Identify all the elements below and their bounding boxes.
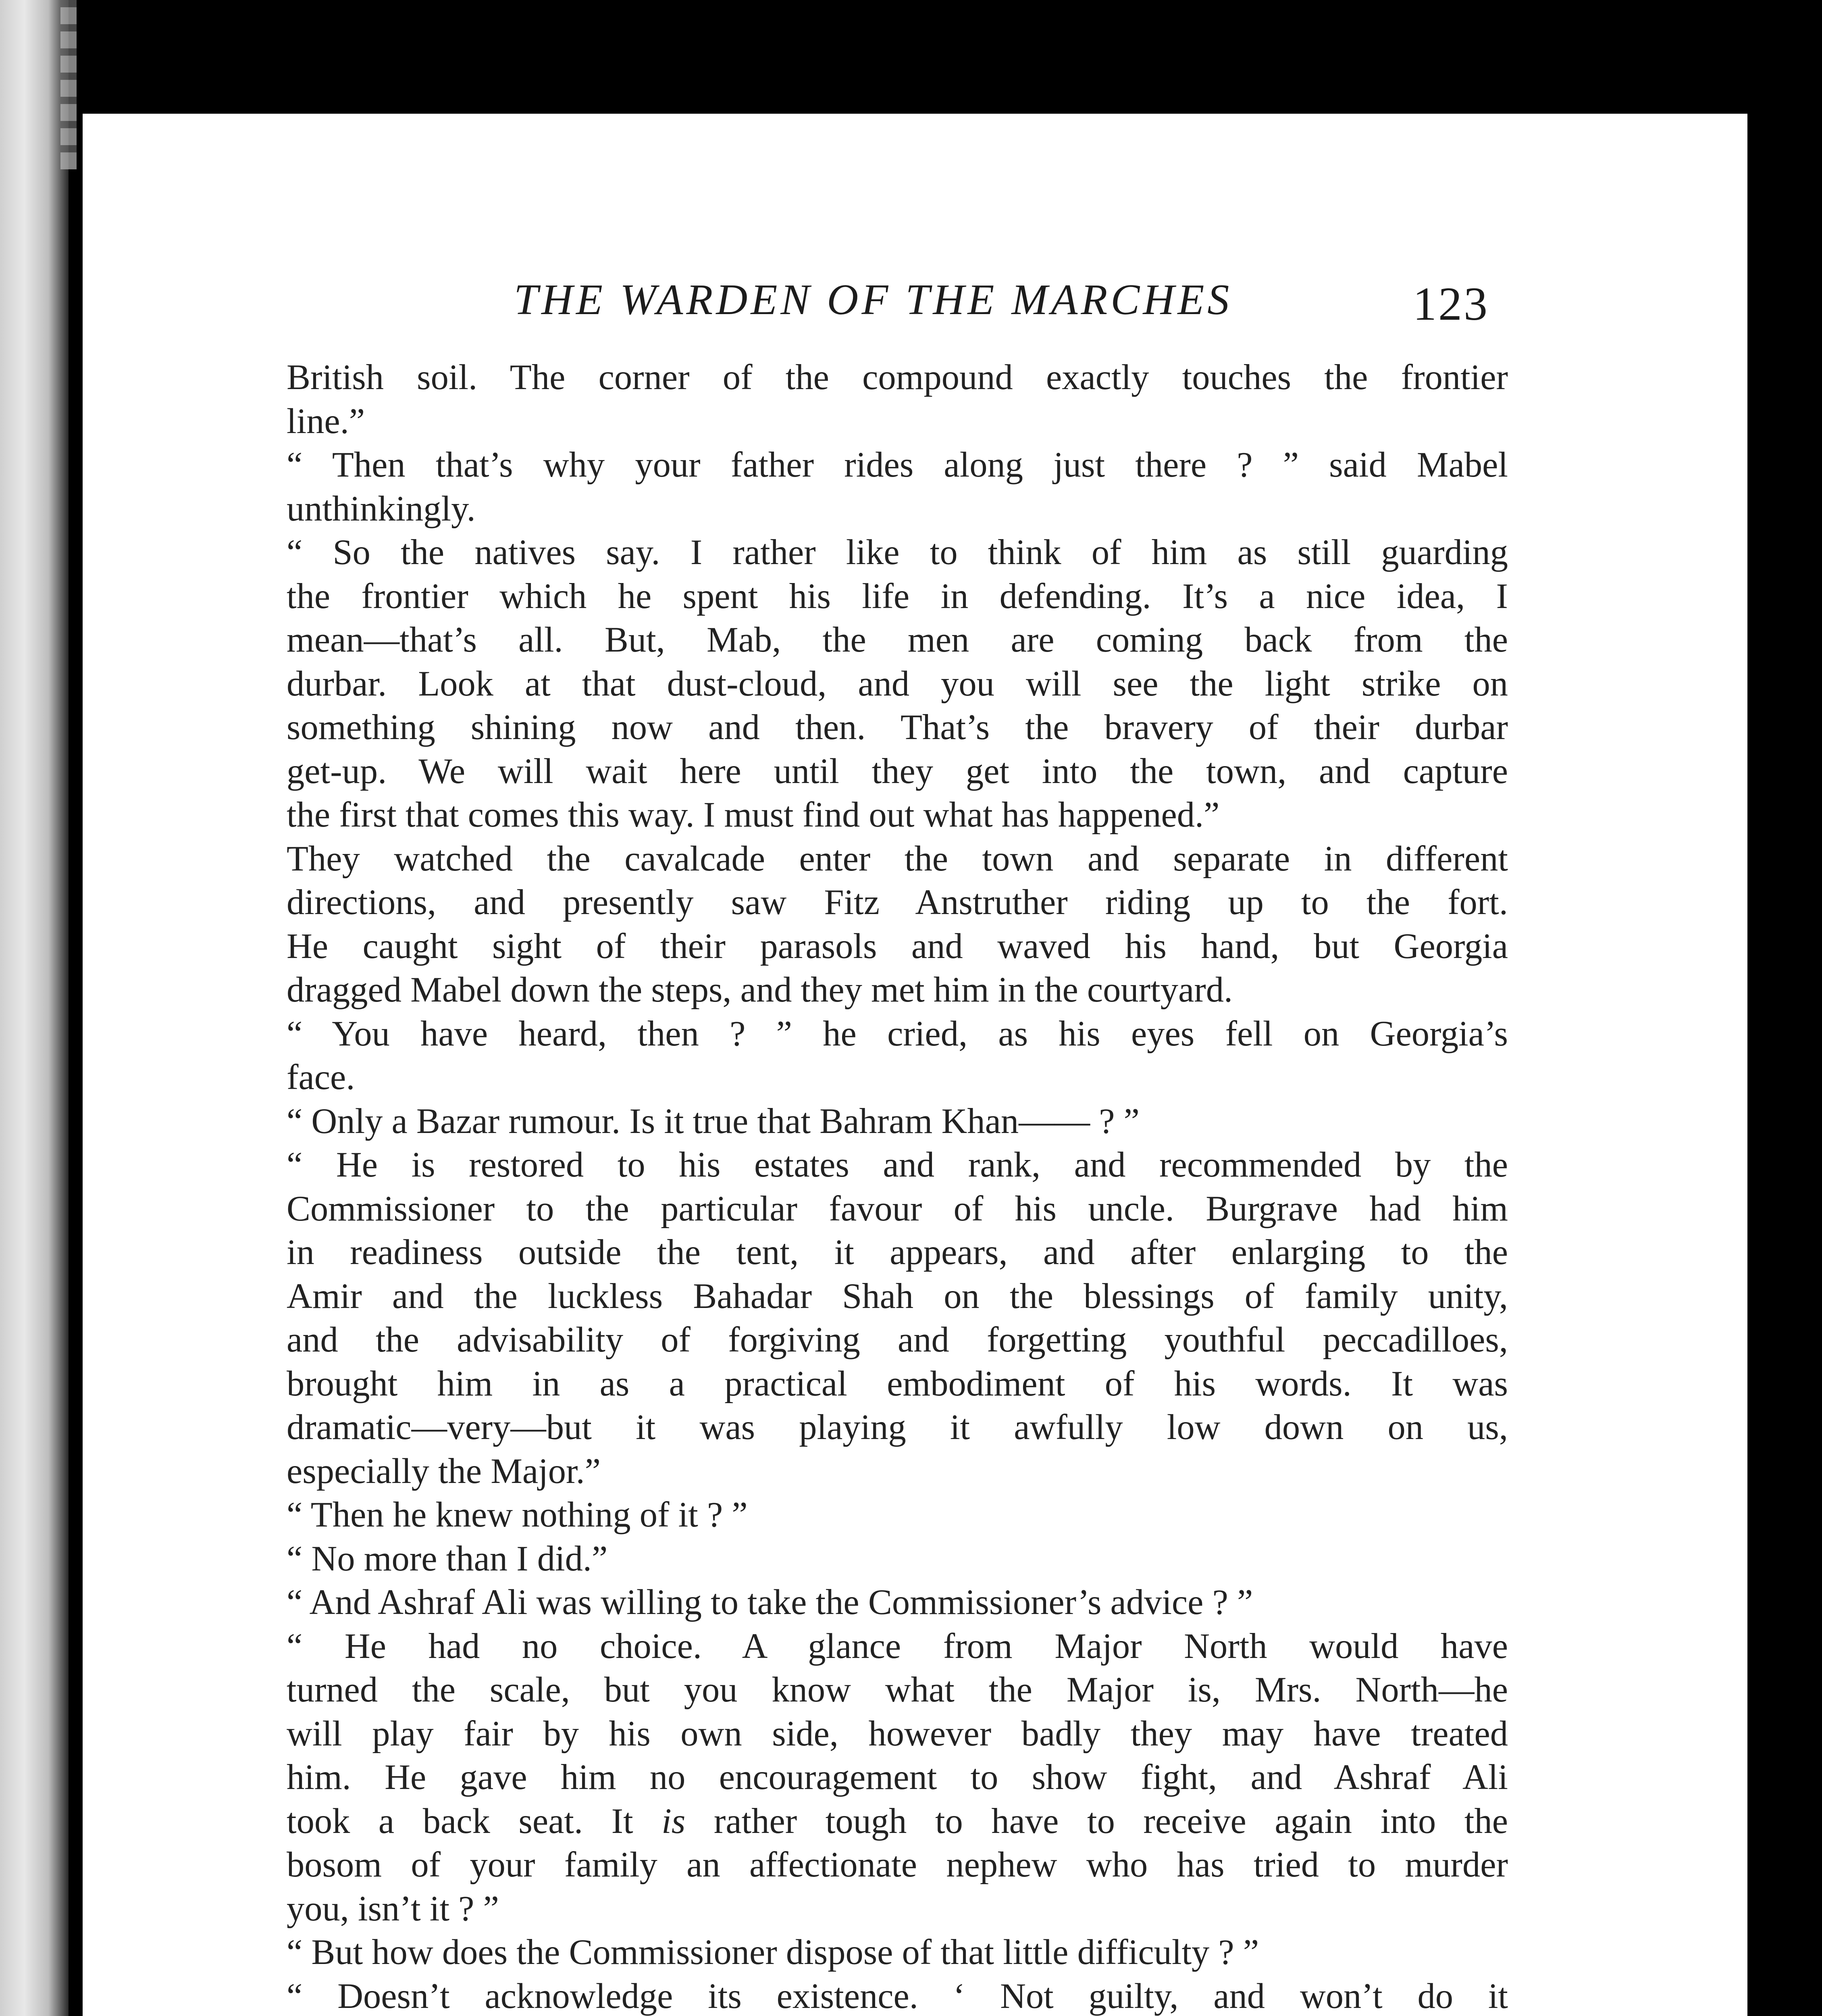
body-text — [287, 356, 1508, 2016]
text-line: the first that comes this way. I must find out what has happened.” — [287, 795, 1220, 835]
text-line: “ Then that’s why your father rides along just there ? ” said Mabel — [287, 445, 1508, 485]
text-line: turned the scale, but you know what the Major is, Mrs. North—he — [287, 1670, 1508, 1710]
text-line: dramatic—very—but it was playing it awfully low down on us, — [287, 1408, 1508, 1447]
page-number: 123 — [1413, 277, 1489, 330]
text-line: unthinkingly. — [287, 489, 476, 529]
text-line: Commissioner to the particular favour of his uncle. Burgrave had him — [287, 1189, 1508, 1229]
italic-word: is — [661, 1801, 686, 1841]
text-line: “ And Ashraf Ali was willing to take the Commissioner’s advice ? ” — [287, 1583, 1253, 1622]
text-line: “ So the natives say. I rather like to think of him as still guarding — [287, 533, 1508, 572]
text-line: “ No more than I did.” — [287, 1539, 608, 1579]
book-page — [83, 114, 1747, 2016]
text-line: dragged Mabel down the steps, and they met him in the courtyard. — [287, 970, 1233, 1010]
text-line: “ He had no choice. A glance from Major North would have — [287, 1626, 1508, 1666]
text-line: will play fair by his own side, however badly they may have treated — [287, 1714, 1508, 1754]
text-line: especially the Major.” — [287, 1451, 601, 1491]
text-line: Amir and the luckless Bahadar Shah on the blessings of family unity, — [287, 1276, 1508, 1316]
running-head — [83, 275, 1747, 364]
text-line: the frontier which he spent his life in defending. It’s a nice idea, I — [287, 576, 1508, 616]
text-line: took a back seat. It is rather tough to have to receive again into the — [287, 1801, 1508, 1841]
text-line: you, isn’t it ? ” — [287, 1889, 499, 1929]
running-title: THE WARDEN OF THE MARCHES — [514, 276, 1233, 324]
text-line: line.” — [287, 401, 365, 441]
text-line: and the advisability of forgiving and forgetting youthful peccadilloes, — [287, 1320, 1508, 1360]
text-line: “ You have heard, then ? ” he cried, as his eyes fell on Georgia’s — [287, 1014, 1508, 1054]
text-line: him. He gave him no encouragement to show fight, and Ashraf Ali — [287, 1758, 1508, 1797]
text-line: something shining now and then. That’s the bravery of their durbar — [287, 708, 1508, 747]
text-line: “ Only a Bazar rumour. Is it true that Bahram Khan—— ? ” — [287, 1101, 1140, 1141]
text-line: “ Doesn’t acknowledge its existence. ‘ Not guilty, and won’t do it — [287, 1976, 1508, 2016]
text-line: British soil. The corner of the compound exactly touches the frontier — [287, 358, 1508, 397]
text-line: “ Then he knew nothing of it ? ” — [287, 1495, 748, 1535]
text-line: He caught sight of their parasols and waved his hand, but Georgia — [287, 926, 1508, 966]
text-line: “ He is restored to his estates and rank, and recommended by the — [287, 1145, 1508, 1185]
book-binding-edge — [0, 0, 69, 2016]
text-line: They watched the cavalcade enter the town and separate in different — [287, 839, 1508, 879]
text-line: face. — [287, 1058, 355, 1097]
text-line: get-up. We will wait here until they get into the town, and capture — [287, 751, 1508, 791]
text-line: brought him in as a practical embodiment of his words. It was — [287, 1364, 1508, 1404]
text-line: directions, and presently saw Fitz Anstruther riding up to the fort. — [287, 883, 1508, 922]
text-line: mean—that’s all. But, Mab, the men are coming back from the — [287, 620, 1508, 660]
text-line: “ But how does the Commissioner dispose of that little difficulty ? ” — [287, 1933, 1259, 1972]
text-line: durbar. Look at that dust-cloud, and you will see the light strike on — [287, 664, 1508, 704]
text-line: bosom of your family an affectionate nephew who has tried to murder — [287, 1845, 1508, 1885]
binding-stitch-marks — [60, 0, 77, 169]
text-line: in readiness outside the tent, it appears, and after enlarging to the — [287, 1233, 1508, 1272]
